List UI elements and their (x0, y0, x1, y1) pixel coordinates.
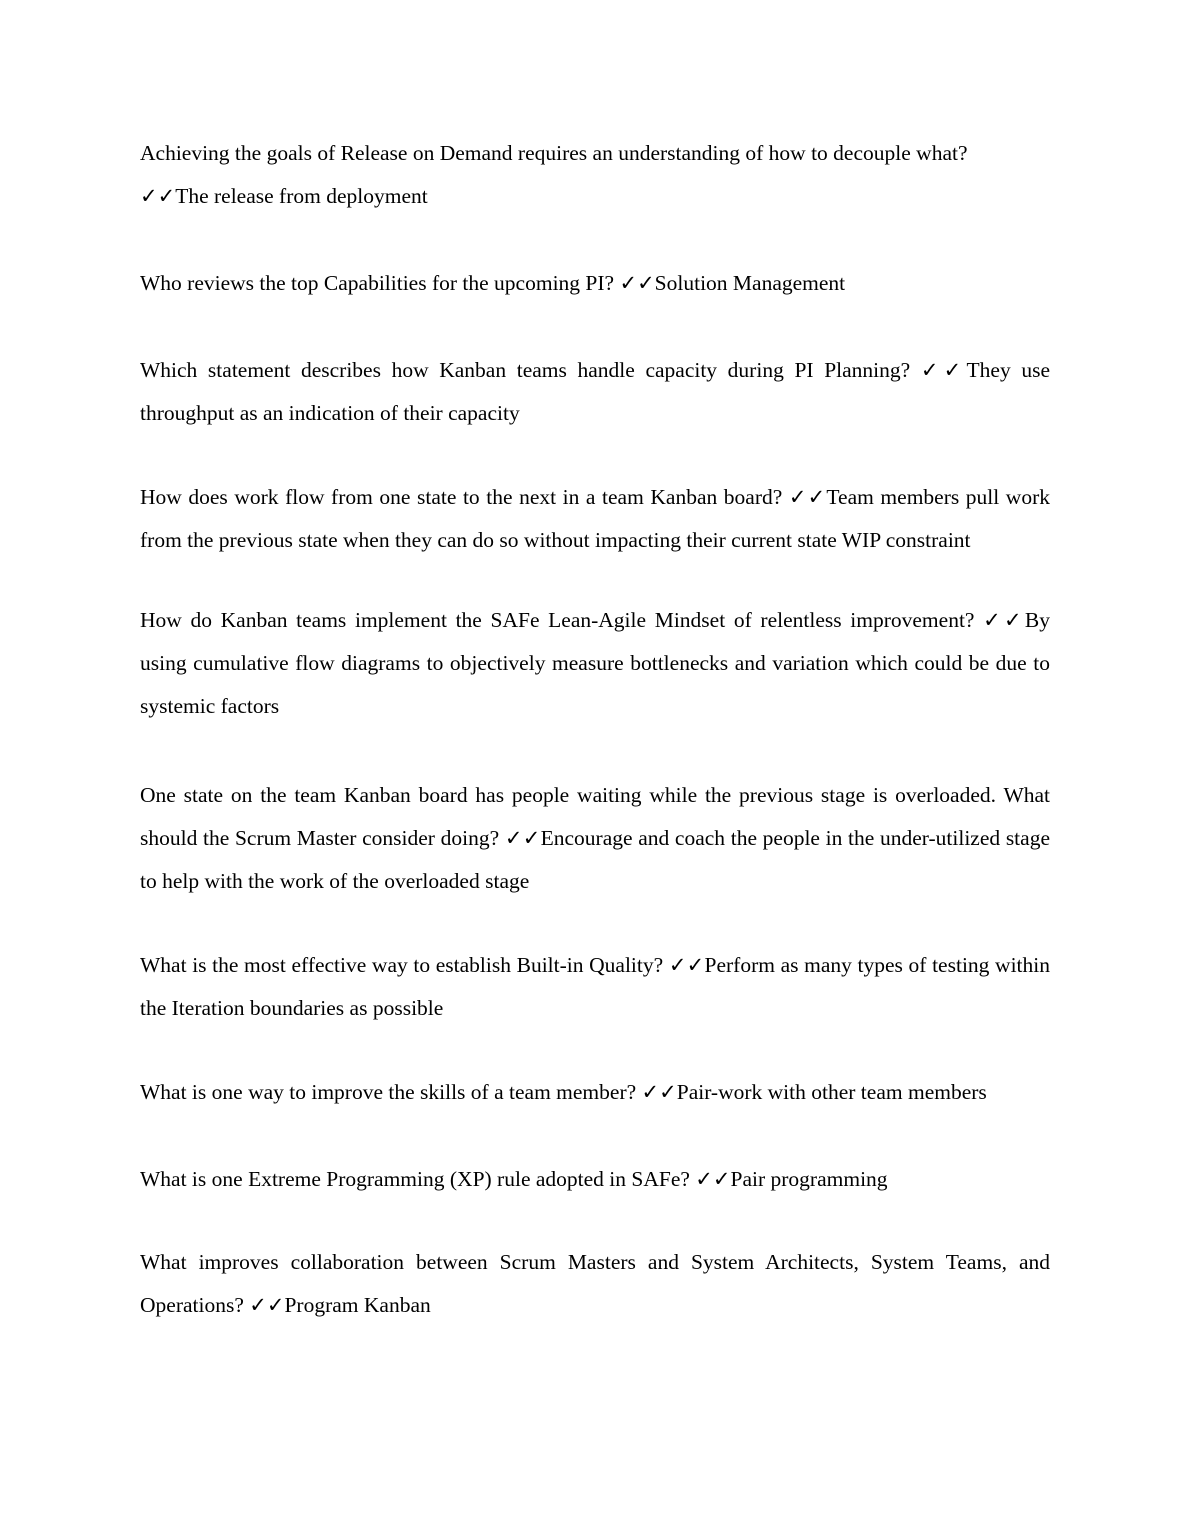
checkmark-icon: ✓✓ (788, 485, 827, 509)
answer-text: By using cumulative flow diagrams to objectively measure bottlenecks and variation which could be due to systemic factors (140, 608, 1051, 718)
question-text: What is one way to improve the skills of a team member? (140, 1080, 637, 1104)
question-text: What is the most effective way to establish Built-in Quality? (140, 953, 664, 977)
qa-item (140, 262, 1050, 305)
answer-text: Solution Management (654, 271, 846, 295)
question-text: Who reviews the top Capabilities for the upcoming PI? (140, 271, 615, 295)
qa-item (140, 476, 1050, 562)
checkmark-icon: ✓✓ (140, 184, 176, 208)
question-text: One state on the team Kanban board has people waiting while the previous stage is overloaded. What should the Scrum Master consider doing? (140, 783, 1050, 850)
question-text: How does work flow from one state to the next in a team Kanban board? (140, 485, 783, 509)
answer-text: Program Kanban (284, 1293, 431, 1317)
question-text: How do Kanban teams implement the SAFe Lean-Agile Mindset of relentless improvement? (140, 608, 975, 632)
qa-item (140, 944, 1050, 1030)
answer-text: Pair-work with other team members (676, 1080, 987, 1104)
answer-text: The release from deployment (175, 184, 428, 208)
checkmark-icon: ✓✓ (619, 271, 655, 295)
question-text: Achieving the goals of Release on Demand requires an understanding of how to decouple what? (140, 141, 968, 165)
answer-text: Perform as many types of testing within the Iteration boundaries as possible (140, 953, 1050, 1020)
checkmark-icon: ✓✓ (668, 953, 705, 977)
checkmark-icon: ✓✓ (695, 1167, 731, 1191)
qa-item (140, 349, 1050, 435)
qa-item (140, 1158, 1050, 1201)
answer-text: Pair programming (730, 1167, 888, 1191)
answer-text: Encourage and coach the people in the under-utilized stage to help with the work of the overloaded stage (140, 826, 1050, 893)
qa-item (140, 599, 1050, 728)
qa-item (140, 1071, 1050, 1114)
checkmark-icon: ✓✓ (983, 608, 1025, 632)
question-text: What is one Extreme Programming (XP) rule adopted in SAFe? (140, 1167, 690, 1191)
checkmark-icon: ✓✓ (920, 358, 967, 382)
checkmark-icon: ✓✓ (641, 1080, 677, 1104)
answer-text: They use throughput as an indication of their capacity (140, 358, 1050, 425)
question-text: Which statement describes how Kanban teams handle capacity during PI Planning? (140, 358, 911, 382)
answer-text: Team members pull work from the previous state when they can do so without impacting their current state WIP constraint (140, 485, 1050, 552)
qa-item (140, 774, 1050, 903)
checkmark-icon: ✓✓ (504, 826, 541, 850)
qa-item (140, 132, 1050, 218)
document-page (140, 132, 1050, 1327)
checkmark-icon: ✓✓ (249, 1293, 285, 1317)
qa-item (140, 1241, 1050, 1327)
question-text: What improves collaboration between Scrum Masters and System Architects, System Teams, and Operations? (140, 1250, 1050, 1317)
